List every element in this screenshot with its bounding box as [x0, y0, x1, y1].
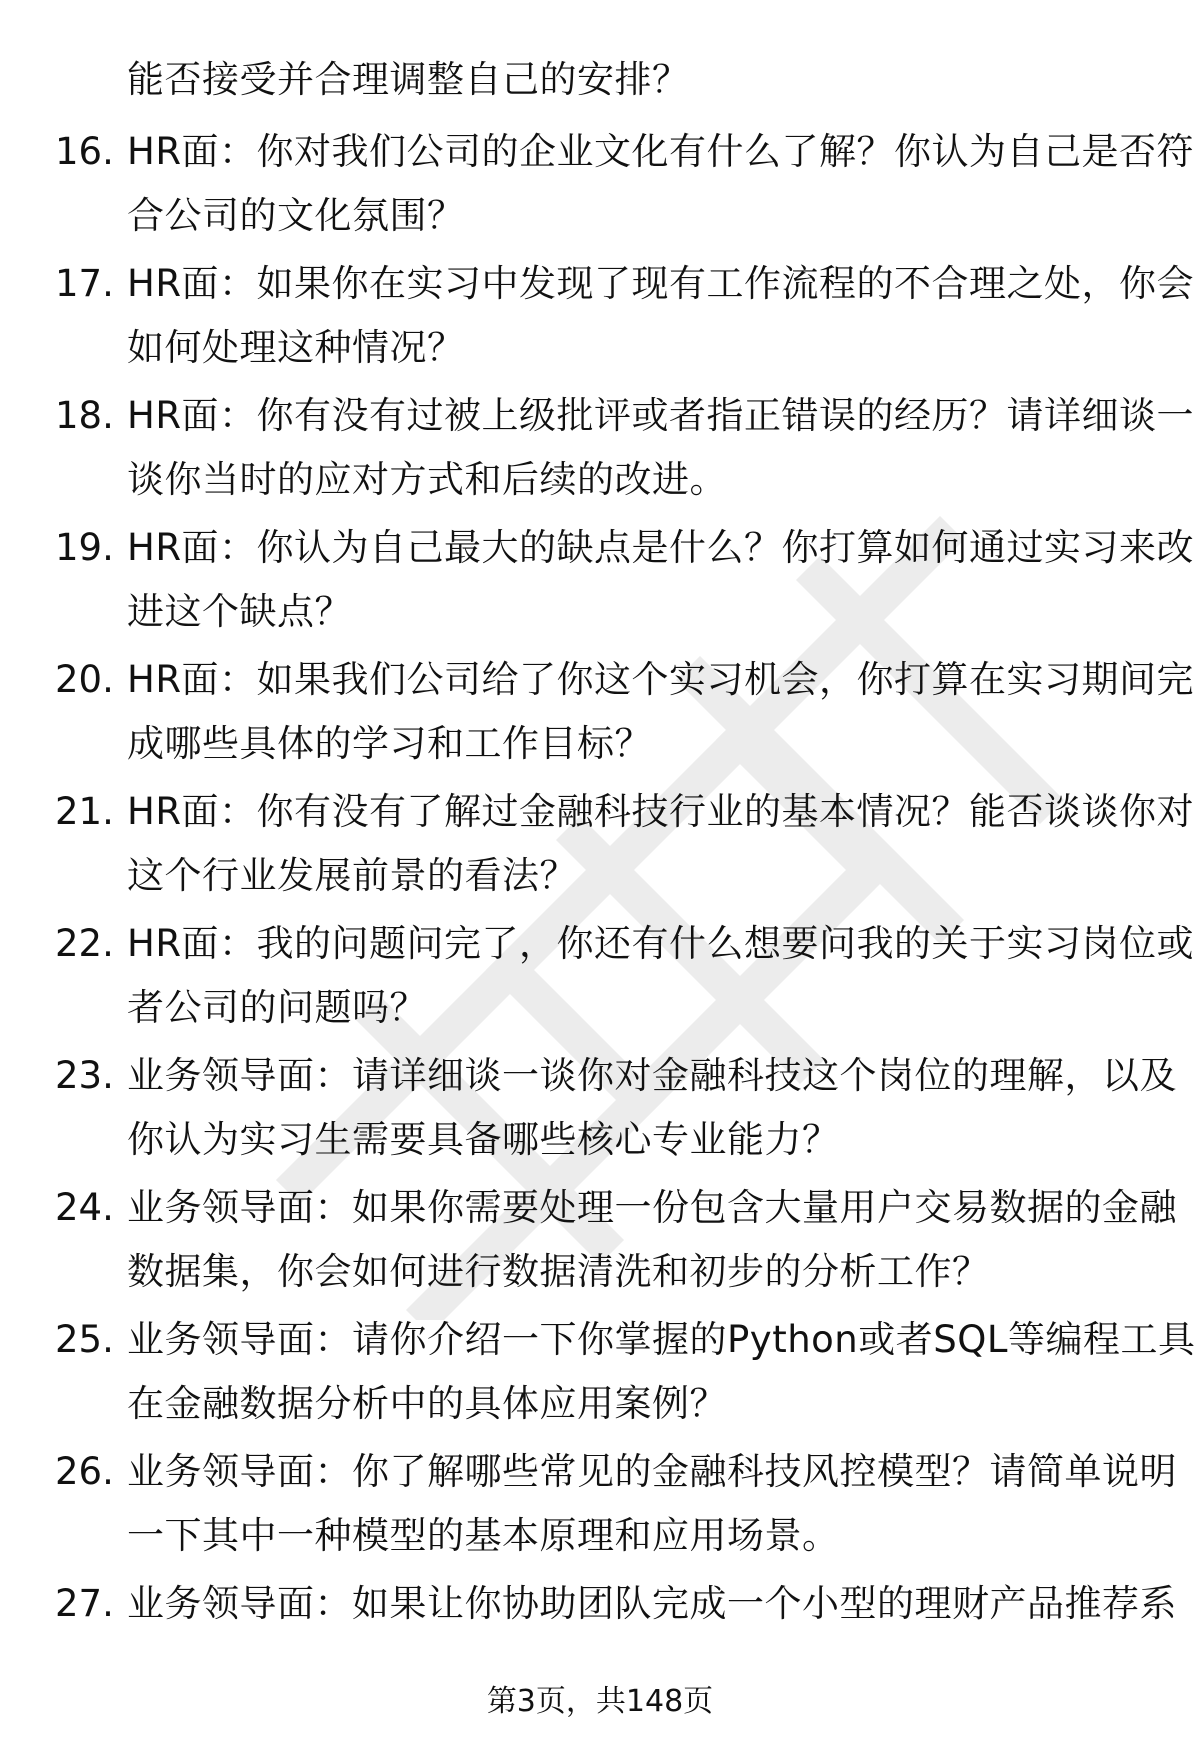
- continued-line: 能否接受并合理调整自己的安排？: [127, 58, 690, 101]
- item-text-line: 业务领导面：你了解哪些常见的金融科技风控模型？请简单说明: [127, 1450, 1177, 1493]
- item-text-line: HR面：我的问题问完了，你还有什么想要问我的关于实习岗位或: [127, 922, 1195, 965]
- item-text-line: 业务领导面：如果让你协助团队完成一个小型的理财产品推荐系: [127, 1582, 1177, 1625]
- item-text-line: HR面：你有没有过被上级批评或者指正错误的经历？请详细谈一: [127, 394, 1195, 437]
- item-text-line: 谈你当时的应对方式和后续的改进。: [127, 458, 727, 501]
- item-text-line: 一下其中一种模型的基本原理和应用场景。: [127, 1514, 840, 1557]
- item-number: 18.: [55, 394, 114, 437]
- item-text-line: 成哪些具体的学习和工作目标？: [127, 722, 652, 765]
- item-text-line: 数据集，你会如何进行数据清洗和初步的分析工作？: [127, 1250, 990, 1293]
- item-number: 21.: [55, 790, 114, 833]
- item-text-line: 在金融数据分析中的具体应用案例？: [127, 1382, 727, 1425]
- item-text-line: HR面：你有没有了解过金融科技行业的基本情况？能否谈谈你对: [127, 790, 1195, 833]
- item-text-line: 这个行业发展前景的看法？: [127, 854, 577, 897]
- item-number: 19.: [55, 526, 114, 569]
- item-text-line: 业务领导面：请详细谈一谈你对金融科技这个岗位的理解，以及: [127, 1054, 1177, 1097]
- item-text-line: 业务领导面：请你介绍一下你掌握的Python或者SQL等编程工具: [127, 1318, 1196, 1361]
- item-text-line: HR面：如果我们公司给了你这个实习机会，你打算在实习期间完: [127, 658, 1195, 701]
- item-text-line: 合公司的文化氛围？: [127, 194, 465, 237]
- item-number: 25.: [55, 1318, 114, 1361]
- item-text-line: 业务领导面：如果你需要处理一份包含大量用户交易数据的金融: [127, 1186, 1177, 1229]
- item-text-line: HR面：你认为自己最大的缺点是什么？你打算如何通过实习来改: [127, 526, 1195, 569]
- item-number: 16.: [55, 130, 114, 173]
- item-number: 17.: [55, 262, 114, 305]
- item-number: 26.: [55, 1450, 114, 1493]
- item-number: 22.: [55, 922, 114, 965]
- item-text-line: 如何处理这种情况？: [127, 326, 465, 369]
- item-text-line: 进这个缺点？: [127, 590, 352, 633]
- item-number: 24.: [55, 1186, 114, 1229]
- page-footer: 第3页，共148页: [486, 1684, 714, 1719]
- item-text-line: 你认为实习生需要具备哪些核心专业能力？: [127, 1118, 840, 1161]
- item-text-line: 者公司的问题吗？: [127, 986, 427, 1029]
- item-number: 23.: [55, 1054, 114, 1097]
- item-text-line: HR面：你对我们公司的企业文化有什么了解？你认为自己是否符: [127, 130, 1195, 173]
- item-number: 20.: [55, 658, 114, 701]
- item-number: 27.: [55, 1582, 114, 1625]
- item-text-line: HR面：如果你在实习中发现了现有工作流程的不合理之处，你会: [127, 262, 1195, 305]
